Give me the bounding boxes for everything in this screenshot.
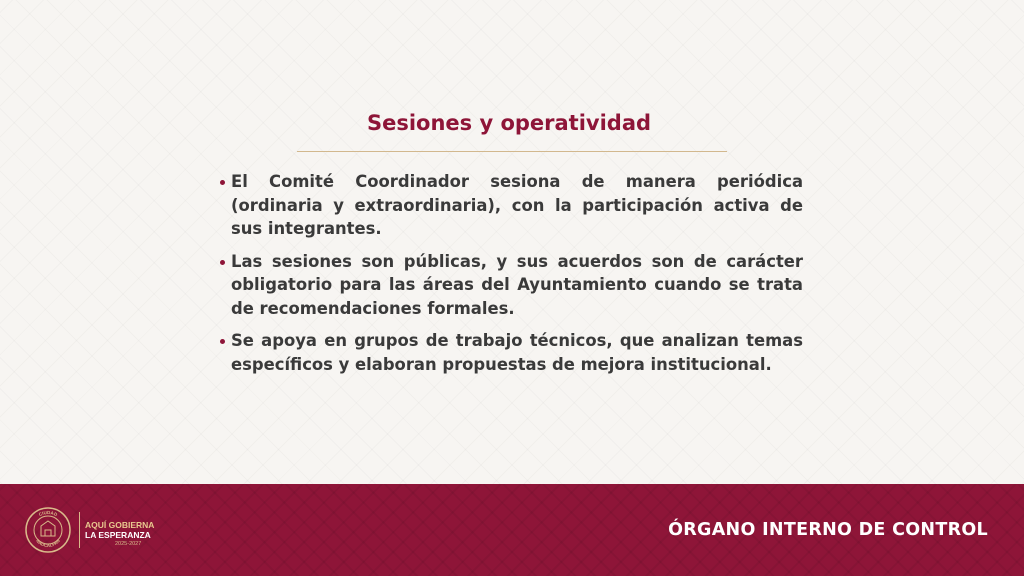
- bullet-item: [219, 250, 803, 321]
- bullet-dot-icon: [220, 260, 225, 265]
- brand-divider: [79, 512, 80, 548]
- bullet-text: Se apoya en grupos de trabajo técnicos, que analizan temas específicos y elaboran propuestas de mejora institucional.: [231, 331, 803, 374]
- brand-logo: [85, 520, 154, 548]
- bullet-dot-icon: [220, 339, 225, 344]
- brand-line-2: LA ESPERANZA: [85, 530, 151, 540]
- footer-title: ÓRGANO INTERNO DE CONTROL: [668, 520, 988, 540]
- bullet-item: [219, 170, 803, 241]
- brand-years: 2025-2027: [115, 541, 142, 547]
- brand-line-1: AQUÍ GOBIERNA: [85, 520, 155, 530]
- svg-text:NAUCALPAN: [35, 538, 61, 548]
- slide-title: Sesiones y operatividad: [366, 111, 652, 135]
- footer-bar: [0, 484, 1024, 576]
- naucalpan-seal-icon: [24, 506, 72, 554]
- bullet-dot-icon: [220, 180, 225, 185]
- bullet-text: Las sesiones son públicas, y sus acuerdos son de carácter obligatorio para las áreas del Ayuntamiento cuando se trata de recomendaciones formales.: [231, 251, 803, 318]
- seal-text-bottom: NAUCALPAN: [35, 538, 61, 549]
- bullet-item: [219, 329, 803, 376]
- bullet-list: [219, 170, 803, 385]
- title-divider: [297, 151, 727, 152]
- seal-text-top: CIUDAD: [37, 509, 59, 518]
- bullet-text: El Comité Coordinador sesiona de manera periódica (ordinaria y extraordinaria), con la participación activa de sus integrantes.: [231, 172, 803, 238]
